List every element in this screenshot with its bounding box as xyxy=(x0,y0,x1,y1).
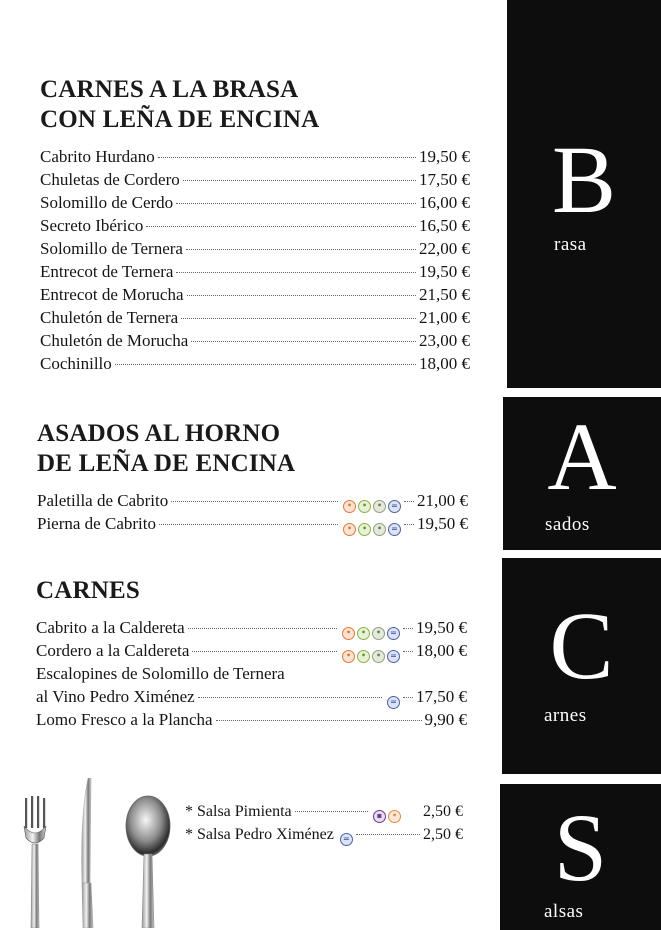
menu-item-name: Pierna de Cabrito xyxy=(37,514,156,533)
dot-leader xyxy=(404,501,414,502)
menu-item xyxy=(37,512,468,535)
dot-leader xyxy=(158,157,416,158)
menu-item-name: Solomillo de Cerdo xyxy=(40,193,174,212)
dot-leader xyxy=(198,697,382,698)
allergen-orange-icon: • xyxy=(388,810,401,823)
menu-item xyxy=(40,214,470,237)
allergen-orange-icon: • xyxy=(343,523,356,536)
menu-item-price: 21,00 € xyxy=(419,308,470,327)
menu-item-price: 19,50 € xyxy=(419,147,470,166)
dot-leader xyxy=(404,524,414,525)
dot-leader xyxy=(403,651,413,652)
dot-leader xyxy=(188,628,337,629)
section-title-line: CARNES A LA BRASA xyxy=(40,76,299,103)
menu-item-price: 16,00 € xyxy=(419,193,470,212)
sidebar-block-brasa xyxy=(507,0,661,388)
sidebar-letter: C xyxy=(549,592,614,699)
menu-item xyxy=(185,800,463,823)
menu-item xyxy=(40,283,470,306)
menu-item xyxy=(36,616,467,639)
allergen-icons xyxy=(342,650,400,663)
menu-item-name: Cabrito a la Caldereta xyxy=(36,618,185,637)
menu-item-name: Chuletas de Cordero xyxy=(40,170,180,189)
menu-item xyxy=(185,823,463,846)
menu-item-name: Entrecot de Morucha xyxy=(40,285,184,304)
allergen-icons xyxy=(342,627,400,640)
menu-item-price: 18,00 € xyxy=(419,354,470,373)
dot-leader xyxy=(192,651,337,652)
menu-item-price: 21,50 € xyxy=(419,285,470,304)
dot-leader xyxy=(403,628,413,629)
menu-item-name-line xyxy=(36,662,467,685)
menu-item xyxy=(40,352,470,375)
menu-item-name: Escalopines de Solomillo de Ternera xyxy=(36,664,285,683)
fork-icon xyxy=(24,796,46,928)
section-title-line: CON LEÑA DE ENCINA xyxy=(40,106,320,133)
menu-item-name: Cochinillo xyxy=(40,354,112,373)
cutlery-icon xyxy=(20,778,180,928)
dot-leader xyxy=(176,272,416,273)
menu-item-price: 9,90 € xyxy=(424,710,467,729)
menu-item-name: Secreto Ibérico xyxy=(40,216,144,235)
sidebar-word-rest: arnes xyxy=(544,705,587,726)
allergen-gray-icon: • xyxy=(372,650,385,663)
menu-item xyxy=(40,145,470,168)
sidebar-letter: A xyxy=(547,403,617,510)
section-title-line: DE LEÑA DE ENCINA xyxy=(37,450,296,477)
section-title-line: ASADOS AL HORNO xyxy=(37,420,281,447)
menu-item-name: Lomo Fresco a la Plancha xyxy=(36,710,213,729)
menu-item xyxy=(36,708,467,731)
menu-item xyxy=(40,191,470,214)
menu-list-salsas xyxy=(185,800,463,846)
dot-leader xyxy=(171,501,338,502)
section-title-brasa xyxy=(40,75,319,135)
allergen-icons xyxy=(373,810,401,823)
allergen-gray-icon: • xyxy=(373,500,386,513)
menu-item-name: Cordero a la Caldereta xyxy=(36,641,190,660)
dot-leader xyxy=(356,834,420,835)
allergen-icons xyxy=(340,833,353,846)
sidebar-letter: S xyxy=(553,794,608,901)
menu-item-name: Entrecot de Ternera xyxy=(40,262,174,281)
allergen-orange-icon: • xyxy=(342,627,355,640)
allergen-green-icon: • xyxy=(357,650,370,663)
menu-item xyxy=(36,685,467,708)
menu-item-name: Chuletón de Morucha xyxy=(40,331,189,350)
dot-leader xyxy=(295,811,368,812)
allergen-gray-icon: • xyxy=(373,523,386,536)
menu-list-brasa xyxy=(40,145,470,375)
allergen-gray-icon: • xyxy=(372,627,385,640)
sidebar-block-salsas xyxy=(500,784,661,930)
dot-leader xyxy=(146,226,416,227)
menu-item-price: 2,50 € xyxy=(423,826,463,843)
sidebar-word-rest: rasa xyxy=(554,234,587,255)
section-title-asados xyxy=(37,419,295,479)
allergen-blue-icon: = xyxy=(340,833,353,846)
allergen-icons xyxy=(343,523,401,536)
allergen-icons xyxy=(343,500,401,513)
section-title-line: CARNES xyxy=(36,577,140,604)
menu-item xyxy=(40,168,470,191)
allergen-orange-icon: • xyxy=(343,500,356,513)
menu-item-price: 19,50 € xyxy=(419,262,470,281)
sidebar-block-carnes xyxy=(502,558,661,774)
dot-leader xyxy=(403,697,413,698)
allergen-blue-icon: = xyxy=(388,523,401,536)
menu-item-name: Solomillo de Ternera xyxy=(40,239,183,258)
menu-item-price: 16,50 € xyxy=(419,216,470,235)
menu-item-price: 23,00 € xyxy=(419,331,470,350)
menu-item xyxy=(36,639,467,662)
dot-leader xyxy=(191,341,416,342)
sidebar-word-rest: alsas xyxy=(544,901,584,922)
menu-item-price: 18,00 € xyxy=(416,641,467,660)
allergen-blue-icon: = xyxy=(387,650,400,663)
dot-leader xyxy=(176,203,416,204)
menu-item xyxy=(40,306,470,329)
menu-list-asados xyxy=(37,489,468,535)
menu-item-price: 22,00 € xyxy=(419,239,470,258)
menu-item xyxy=(37,489,468,512)
menu-item xyxy=(40,329,470,352)
sidebar-word-rest: sados xyxy=(545,514,590,535)
menu-item-name: * Salsa Pimienta xyxy=(185,803,292,820)
menu-item-price: 19,50 € xyxy=(416,618,467,637)
dot-leader xyxy=(216,720,422,721)
dot-leader xyxy=(187,295,417,296)
menu-item-price: 2,50 € xyxy=(423,803,463,820)
menu-item-price: 21,00 € xyxy=(417,491,468,510)
dot-leader xyxy=(159,524,338,525)
sidebar-letter: B xyxy=(551,126,617,233)
menu-item-price: 19,50 € xyxy=(417,514,468,533)
allergen-blue-icon: = xyxy=(387,627,400,640)
allergen-icons xyxy=(387,696,400,709)
menu-list-carnes xyxy=(36,616,467,731)
allergen-blue-icon: = xyxy=(387,696,400,709)
menu-item xyxy=(40,260,470,283)
allergen-green-icon: • xyxy=(357,627,370,640)
menu-item-name: * Salsa Pedro Ximénez xyxy=(185,826,334,843)
menu-item-name: Paletilla de Cabrito xyxy=(37,491,169,510)
menu-item xyxy=(40,237,470,260)
dot-leader xyxy=(181,318,416,319)
menu-item-name: Cabrito Hurdano xyxy=(40,147,155,166)
allergen-green-icon: • xyxy=(358,523,371,536)
dot-leader xyxy=(186,249,416,250)
dot-leader xyxy=(115,364,416,365)
dot-leader xyxy=(183,180,416,181)
menu-item-price: 17,50 € xyxy=(416,687,467,706)
allergen-purple-icon: ▪ xyxy=(373,810,386,823)
section-title-carnes xyxy=(36,576,140,606)
spoon-icon xyxy=(126,796,170,928)
menu-item-name: Chuletón de Ternera xyxy=(40,308,179,327)
sidebar-block-asados xyxy=(503,397,661,550)
menu-item-price: 17,50 € xyxy=(419,170,470,189)
allergen-blue-icon: = xyxy=(388,500,401,513)
knife-icon xyxy=(82,778,93,928)
allergen-green-icon: • xyxy=(358,500,371,513)
menu-item-name: al Vino Pedro Ximénez xyxy=(36,687,195,706)
allergen-orange-icon: • xyxy=(342,650,355,663)
